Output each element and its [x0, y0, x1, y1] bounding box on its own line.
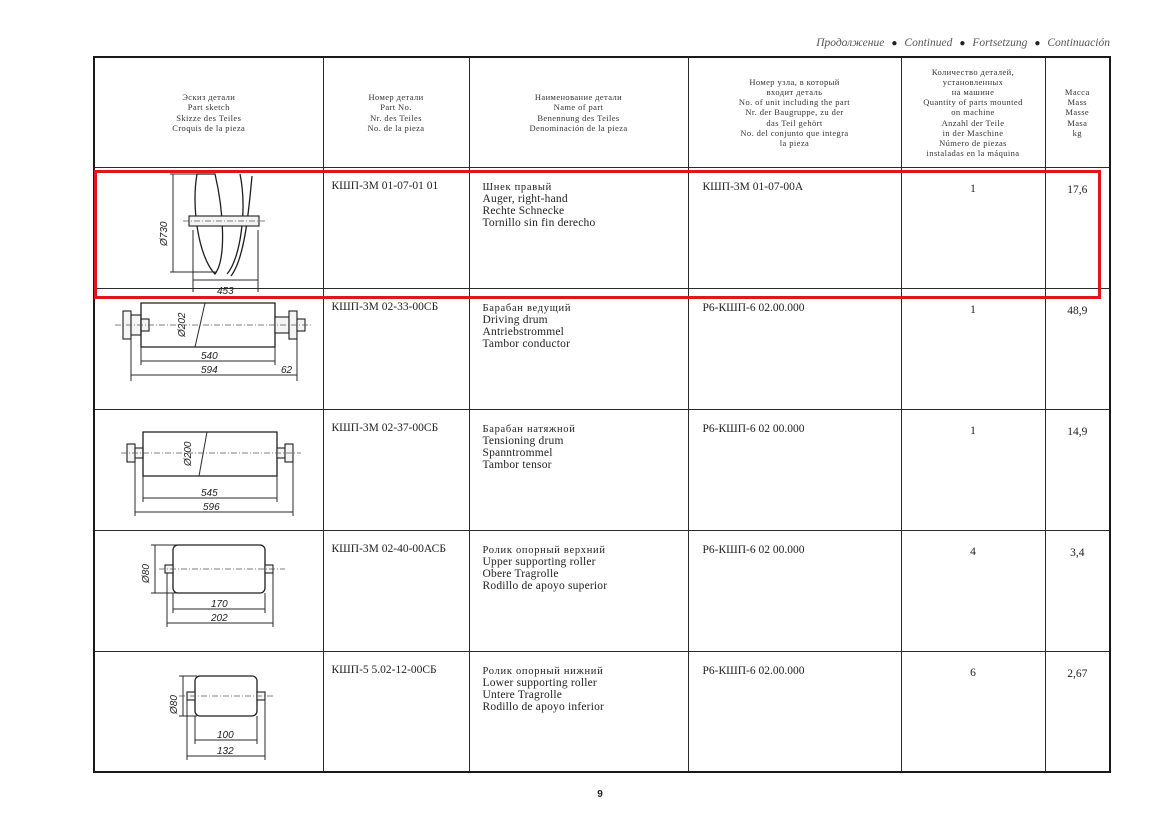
part-number: КШП-5 5.02-12-00СБ	[323, 652, 469, 772]
sketch-cell	[94, 410, 323, 531]
part-name: Ролик опорный верхний Upper supporting roller Obere Tragrolle Rodillo de apoyo superior	[469, 531, 688, 652]
part-number: КШП-3М 02-33-00СБ	[323, 289, 469, 410]
dim-diameter: Ø200	[183, 441, 194, 466]
header-part-no: Номер детали Part No. Nr. des Teiles No. de la pieza	[323, 57, 469, 168]
continued-ru: Продолжение	[816, 37, 885, 49]
header-sketch: Эскиз детали Part sketch Skizze des Teiles Croquis de la pieza	[94, 57, 323, 168]
part-name: Шнек правый Auger, right-hand Rechte Schnecke Tornillo sin fin derecho	[469, 168, 688, 289]
mass: 2,67	[1045, 652, 1110, 772]
parts-table	[93, 56, 1111, 773]
mass: 48,9	[1045, 289, 1110, 410]
dim-length: 540	[201, 351, 218, 362]
table-row	[94, 652, 1110, 772]
header-quantity: Количество деталей, установленных на машине Quantity of parts mounted on machine Anzahl der Teile in der Maschine Número de piezas instaladas en la máquina	[901, 57, 1045, 168]
separator: ●	[1034, 38, 1041, 49]
unit-number: КШП-3М 01-07-00А	[688, 168, 901, 289]
page-number: 9	[597, 789, 603, 800]
continued-es: Continuación	[1047, 37, 1110, 49]
quantity: 1	[901, 289, 1045, 410]
separator: ●	[891, 38, 898, 49]
mass: 17,6	[1045, 168, 1110, 289]
part-number: КШП-3М 02-37-00СБ	[323, 410, 469, 531]
dim-width: 453	[217, 286, 234, 297]
table-row	[94, 289, 1110, 410]
header-mass: Масса Mass Masse Masa kg	[1045, 57, 1110, 168]
separator: ●	[959, 38, 966, 49]
quantity: 1	[901, 410, 1045, 531]
driving-drum-sketch	[95, 289, 324, 409]
dim-diameter: Ø202	[177, 312, 188, 337]
continued-de: Fortsetzung	[972, 37, 1028, 49]
dim-length: 100	[217, 730, 234, 741]
dim-overall: 596	[203, 502, 220, 513]
quantity: 6	[901, 652, 1045, 772]
part-name: Ролик опорный нижний Lower supporting roller Untere Tragrolle Rodillo de apoyo inferior	[469, 652, 688, 772]
tensioning-drum-sketch	[95, 410, 324, 530]
part-number: КШП-3М 02-40-00АСБ	[323, 531, 469, 652]
mass: 14,9	[1045, 410, 1110, 531]
dim-overall: 132	[217, 746, 234, 757]
unit-number: Р6-КШП-6 02.00.000	[688, 652, 901, 772]
upper-roller-sketch	[95, 531, 324, 651]
dim-diameter: Ø80	[141, 564, 152, 583]
header-name: Наименование детали Name of part Benennung des Teiles Denominación de la pieza	[469, 57, 688, 168]
header-unit-no: Номер узла, в который входит деталь No. of unit including the part Nr. der Baugruppe, zu der das Teil gehört No. del conjunto que integra la pieza	[688, 57, 901, 168]
unit-number: Р6-КШП-6 02 00.000	[688, 410, 901, 531]
quantity: 4	[901, 531, 1045, 652]
table-row	[94, 410, 1110, 531]
part-number: КШП-3М 01-07-01 01	[323, 168, 469, 289]
unit-number: Р6-КШП-6 02.00.000	[688, 289, 901, 410]
unit-number: Р6-КШП-6 02 00.000	[688, 531, 901, 652]
header-row	[94, 57, 1110, 168]
dim-overall: 594	[201, 365, 218, 376]
dim-overall: 202	[211, 613, 228, 624]
part-name: Барабан натяжной Tensioning drum Spanntrommel Tambor tensor	[469, 410, 688, 531]
mass: 3,4	[1045, 531, 1110, 652]
part-name: Барабан ведущий Driving drum Antriebstrommel Tambor conductor	[469, 289, 688, 410]
dim-shaft: 62	[281, 365, 293, 376]
table-row	[94, 531, 1110, 652]
continued-en: Continued	[904, 37, 953, 49]
continued-banner	[700, 37, 1110, 49]
quantity: 1	[901, 168, 1045, 289]
dim-diameter: Ø80	[169, 695, 180, 714]
sketch-cell	[94, 531, 323, 652]
dim-length: 170	[211, 599, 228, 610]
sketch-cell	[94, 289, 323, 410]
dim-length: 545	[201, 488, 218, 499]
lower-roller-sketch	[95, 652, 324, 772]
sketch-cell	[94, 652, 323, 772]
dim-diameter: Ø730	[159, 221, 170, 246]
row-highlight-box	[94, 170, 1101, 299]
